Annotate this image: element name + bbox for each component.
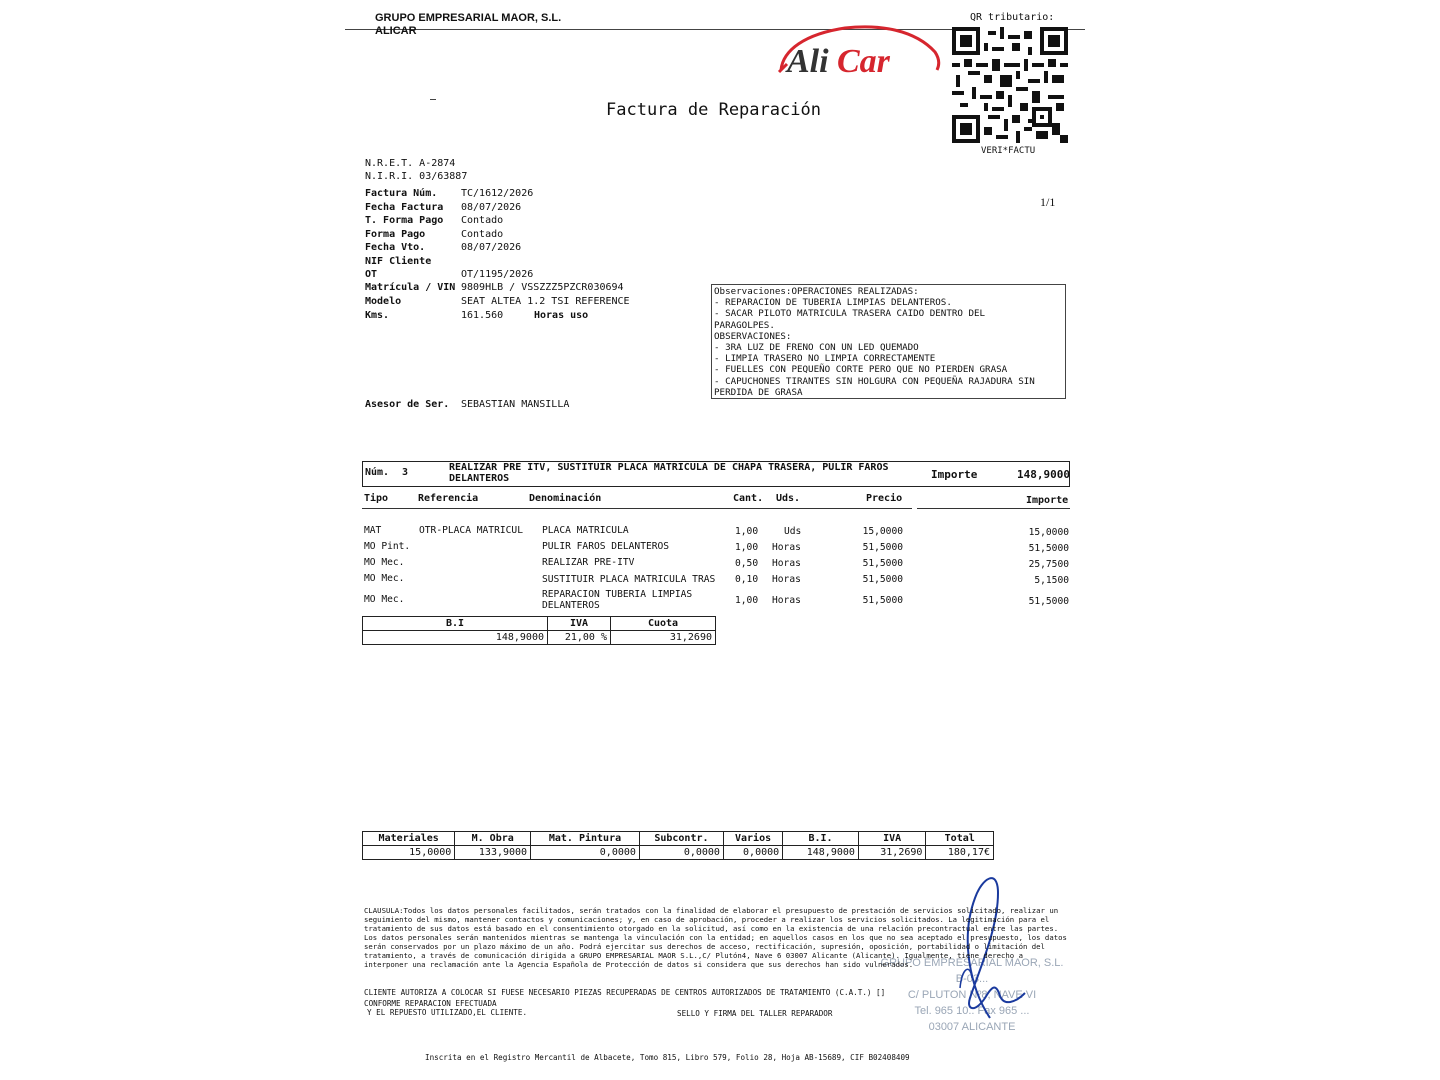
info-factura-num bbox=[365, 187, 533, 200]
cell-tipo: MO Mec. bbox=[364, 594, 405, 605]
cell-precio: 51,5000 bbox=[862, 558, 903, 569]
totals-header-matpintura: Mat. Pintura bbox=[531, 832, 640, 846]
stamp-line: C/ PLUTON Nº8, NAVE VI bbox=[907, 989, 1037, 1001]
cell-importe: 51,5000 bbox=[1028, 543, 1069, 554]
cell-cant: 1,00 bbox=[735, 542, 759, 553]
observations-box: Observaciones:OPERACIONES REALIZADAS: - REPARACION DE TUBERIA LIMPIAS DELANTEROS. - SACAR PILOTO MATRICULA TRASERA CAIDO DENTRO DEL PARAGOLPES. OBSERVACIONES: - 3RA LUZ DE FRENO CON UN LED QUEMADO - LIMPIA TRASERO NO LIMPIA CORRECTAMENTE - FUELLES CON PEQUEÑO CORTE PERO QUE NO PIERDEN GRASA - CAPUCHONES TIRANTES SIN HOLGURA CON PEQUEÑA RAJADURA SIN PERDIDA DE GRASA bbox=[711, 284, 1066, 399]
niri: N.I.R.I. 03/63887 bbox=[365, 171, 468, 182]
info-value: OT/1195/2026 bbox=[461, 269, 534, 280]
job-importe: 148,9000 bbox=[1017, 468, 1070, 481]
scan-mark bbox=[430, 99, 436, 100]
cell-den: PLACA MATRICULA bbox=[542, 525, 629, 536]
asesor-row bbox=[365, 399, 569, 410]
header-underline bbox=[362, 508, 912, 509]
asesor-label: Asesor de Ser. bbox=[365, 399, 450, 410]
vat-iva-header: IVA bbox=[548, 617, 611, 631]
info-label: Fecha Vto. bbox=[365, 242, 426, 253]
info-label: T. Forma Pago bbox=[365, 215, 444, 226]
info-label: Factura Núm. bbox=[365, 188, 438, 199]
company-line1: GRUPO EMPRESARIAL MAOR, S.L. bbox=[375, 12, 562, 24]
cell-importe: 15,0000 bbox=[1028, 527, 1069, 538]
info-label: OT bbox=[365, 269, 378, 280]
sello-firma: SELLO Y FIRMA DEL TALLER REPARADOR bbox=[677, 1009, 833, 1018]
cell-den: SUSTITUIR PLACA MATRICULA TRAS bbox=[542, 574, 716, 585]
info-kms bbox=[365, 309, 588, 322]
company-line2: ALICAR bbox=[375, 25, 417, 37]
totals-bi: 148,9000 bbox=[783, 846, 859, 860]
conforme-line1: CONFORME REPARACION EFECTUADA bbox=[364, 999, 497, 1008]
document-title: Factura de Reparación bbox=[606, 100, 821, 120]
stamp-line: Tel. 965 10.. Fax 965 ... bbox=[914, 1005, 1030, 1017]
cell-den: REPARACION TUBERIA LIMPIAS bbox=[542, 589, 693, 600]
vat-cuota-header: Cuota bbox=[611, 617, 716, 631]
info-value: SEAT ALTEA 1.2 TSI REFERENCE bbox=[461, 296, 630, 307]
info-forma-pago bbox=[365, 228, 503, 241]
job-num-label: Núm. bbox=[365, 467, 390, 478]
vat-cuota-value: 31,2690 bbox=[611, 631, 716, 645]
cell-tipo: MAT bbox=[364, 525, 382, 536]
cell-cant: 1,00 bbox=[735, 595, 759, 606]
info-modelo bbox=[365, 295, 630, 308]
svg-text:Car: Car bbox=[837, 43, 890, 80]
job-importe-label: Importe bbox=[931, 468, 978, 481]
totals-iva: 31,2690 bbox=[858, 846, 926, 860]
info-matricula-vin bbox=[365, 281, 624, 294]
totals-header-total: Total bbox=[926, 832, 994, 846]
col-uds: Uds. bbox=[776, 493, 801, 504]
privacy-clause: CLAUSULA:Todos los datos personales facilitados, serán tratados con la finalidad de elaborar el presupuesto de prestación de servicios solicitado, realizar un seguimiento del mismo, mantener contactos y comunicaciones; y, en caso de aprobación, proceder a realizar los servicios solicitados. La legitimación para el tratamiento de sus datos está basado en el consentimiento otorgado en la solicitud, así como en la existencia de una relación precontractual entre las partes. Los datos personales serán mantenidos mientras se mantenga la vinculación con la entidad; en aquellos casos en los que no sea aceptado el presupuesto, los datos serán conservados por un plazo máximo de un año. Podrá ejercitar sus derechos de acceso, rectificación, supresión, oposición, portabilidad o limitación del tratamiento, a través de comunicación dirigida a GRUPO EMPRESARIAL MAOR S.L.,C/ Plutón4, Nave 6 03007 Alicante (Alicante). Igualmente, tiene derecho a interponer una reclamación ante la Agencia Española de Protección de datos si considera que sus derechos han sido vulnerados. bbox=[364, 906, 1067, 969]
svg-text:Ali: Ali bbox=[787, 43, 829, 80]
registry-footer: Inscrita en el Registro Mercantil de Albacete, Tomo 815, Libro 579, Folio 28, Hoja AB-15689, CIF B02408409 bbox=[425, 1053, 910, 1062]
cell-precio: 15,0000 bbox=[862, 526, 903, 537]
cell-uds: Horas bbox=[772, 574, 801, 585]
company-name bbox=[375, 12, 561, 38]
info-fecha-factura bbox=[365, 201, 521, 214]
verifactu-caption: VERI*FACTU bbox=[981, 146, 1036, 156]
totals-header-subcontr: Subcontr. bbox=[639, 832, 723, 846]
info-label: Modelo bbox=[365, 296, 402, 307]
cell-tipo: MO Mec. bbox=[364, 573, 405, 584]
info-label: Matrícula / VIN bbox=[365, 282, 456, 293]
cell-den: REALIZAR PRE-ITV bbox=[542, 557, 635, 568]
col-referencia: Referencia bbox=[418, 493, 479, 504]
col-precio: Precio bbox=[866, 493, 903, 504]
cell-den-2: DELANTEROS bbox=[542, 600, 600, 611]
info-fecha-vto bbox=[365, 241, 521, 254]
qr-label: QR tributario: bbox=[970, 12, 1055, 23]
info-t-forma-pago bbox=[365, 214, 503, 227]
cell-precio: 51,5000 bbox=[862, 542, 903, 553]
cell-uds: Horas bbox=[772, 595, 801, 606]
totals-header-materiales: Materiales bbox=[363, 832, 455, 846]
vat-bi-value: 148,9000 bbox=[363, 631, 548, 645]
info-label: Kms. bbox=[365, 310, 390, 321]
col-cant: Cant. bbox=[733, 493, 764, 504]
cell-uds: Horas bbox=[772, 542, 801, 553]
cell-cant: 0,50 bbox=[735, 558, 759, 569]
stamp-line: 03007 ALICANTE bbox=[928, 1021, 1016, 1033]
totals-mobra: 133,9000 bbox=[455, 846, 531, 860]
cell-precio: 51,5000 bbox=[862, 595, 903, 606]
info-value: 08/07/2026 bbox=[461, 202, 522, 213]
vat-bi-header: B.I bbox=[363, 617, 548, 631]
cell-den: PULIR FAROS DELANTEROS bbox=[542, 541, 670, 552]
cell-ref: OTR-PLACA MATRICUL bbox=[419, 525, 523, 536]
qr-code-icon bbox=[952, 27, 1068, 143]
cell-importe: 51,5000 bbox=[1028, 596, 1069, 607]
conforme-line2: Y EL REPUESTO UTILIZADO,EL CLIENTE. bbox=[367, 1008, 528, 1017]
cell-tipo: MO Mec. bbox=[364, 557, 405, 568]
stamp-line: GRUPO EMPRESARIAL MAOR, S.L. bbox=[880, 957, 1064, 969]
header-underline bbox=[917, 508, 1070, 509]
info-value: Contado bbox=[461, 229, 504, 240]
job-description: REALIZAR PRE ITV, SUSTITUIR PLACA MATRICULA DE CHAPA TRASERA, PULIR FAROS DELANTEROS bbox=[449, 462, 889, 484]
col-denominacion: Denominación bbox=[529, 493, 602, 504]
stamp-line: B-03... bbox=[955, 973, 989, 985]
info-value: 9809HLB / VSSZZZ5PZCR030694 bbox=[461, 282, 624, 293]
cell-tipo: MO Pint. bbox=[364, 541, 411, 552]
vat-iva-value: 21,00 % bbox=[548, 631, 611, 645]
cell-importe: 5,1500 bbox=[1034, 575, 1069, 586]
cell-uds: Uds bbox=[784, 526, 802, 537]
cell-uds: Horas bbox=[772, 558, 801, 569]
totals-varios: 0,0000 bbox=[723, 846, 782, 860]
job-num: 3 bbox=[402, 467, 409, 478]
info-value: TC/1612/2026 bbox=[461, 188, 534, 199]
nret: N.R.E.T. A-2874 bbox=[365, 158, 456, 169]
info-label: Forma Pago bbox=[365, 229, 426, 240]
asesor-value: SEBASTIAN MANSILLA bbox=[461, 399, 570, 410]
info-ot bbox=[365, 268, 533, 281]
horas-uso-label: Horas uso bbox=[534, 310, 589, 321]
totals-matpintura: 0,0000 bbox=[531, 846, 640, 860]
cell-cant: 0,10 bbox=[735, 574, 759, 585]
totals-header-iva: IVA bbox=[858, 832, 926, 846]
cell-importe: 25,7500 bbox=[1028, 559, 1069, 570]
info-label: NIF Cliente bbox=[365, 256, 432, 267]
vat-summary-table bbox=[362, 616, 716, 645]
info-label: Fecha Factura bbox=[365, 202, 444, 213]
totals-total: 180,17€ bbox=[926, 846, 994, 860]
totals-materiales: 15,0000 bbox=[363, 846, 455, 860]
totals-table bbox=[362, 831, 994, 860]
info-value: 08/07/2026 bbox=[461, 242, 522, 253]
alicar-logo bbox=[775, 20, 943, 82]
totals-header-mobra: M. Obra bbox=[455, 832, 531, 846]
info-nif-cliente bbox=[365, 255, 461, 268]
page-number: 1/1 bbox=[1040, 195, 1056, 209]
totals-subcontr: 0,0000 bbox=[639, 846, 723, 860]
cell-cant: 1,00 bbox=[735, 526, 759, 537]
col-importe: Importe bbox=[1026, 495, 1069, 506]
totals-header-varios: Varios bbox=[723, 832, 782, 846]
cat-authorization: CLIENTE AUTORIZA A COLOCAR SI FUESE NECESARIO PIEZAS RECUPERADAS DE CENTROS AUTORIZADOS DE TRATAMIENTO (C.A.T.) [] bbox=[364, 988, 886, 997]
col-tipo: Tipo bbox=[364, 493, 389, 504]
cell-precio: 51,5000 bbox=[862, 574, 903, 585]
info-value: Contado bbox=[461, 215, 504, 226]
info-value: 161.560 bbox=[461, 310, 504, 321]
totals-header-bi: B.I. bbox=[783, 832, 859, 846]
